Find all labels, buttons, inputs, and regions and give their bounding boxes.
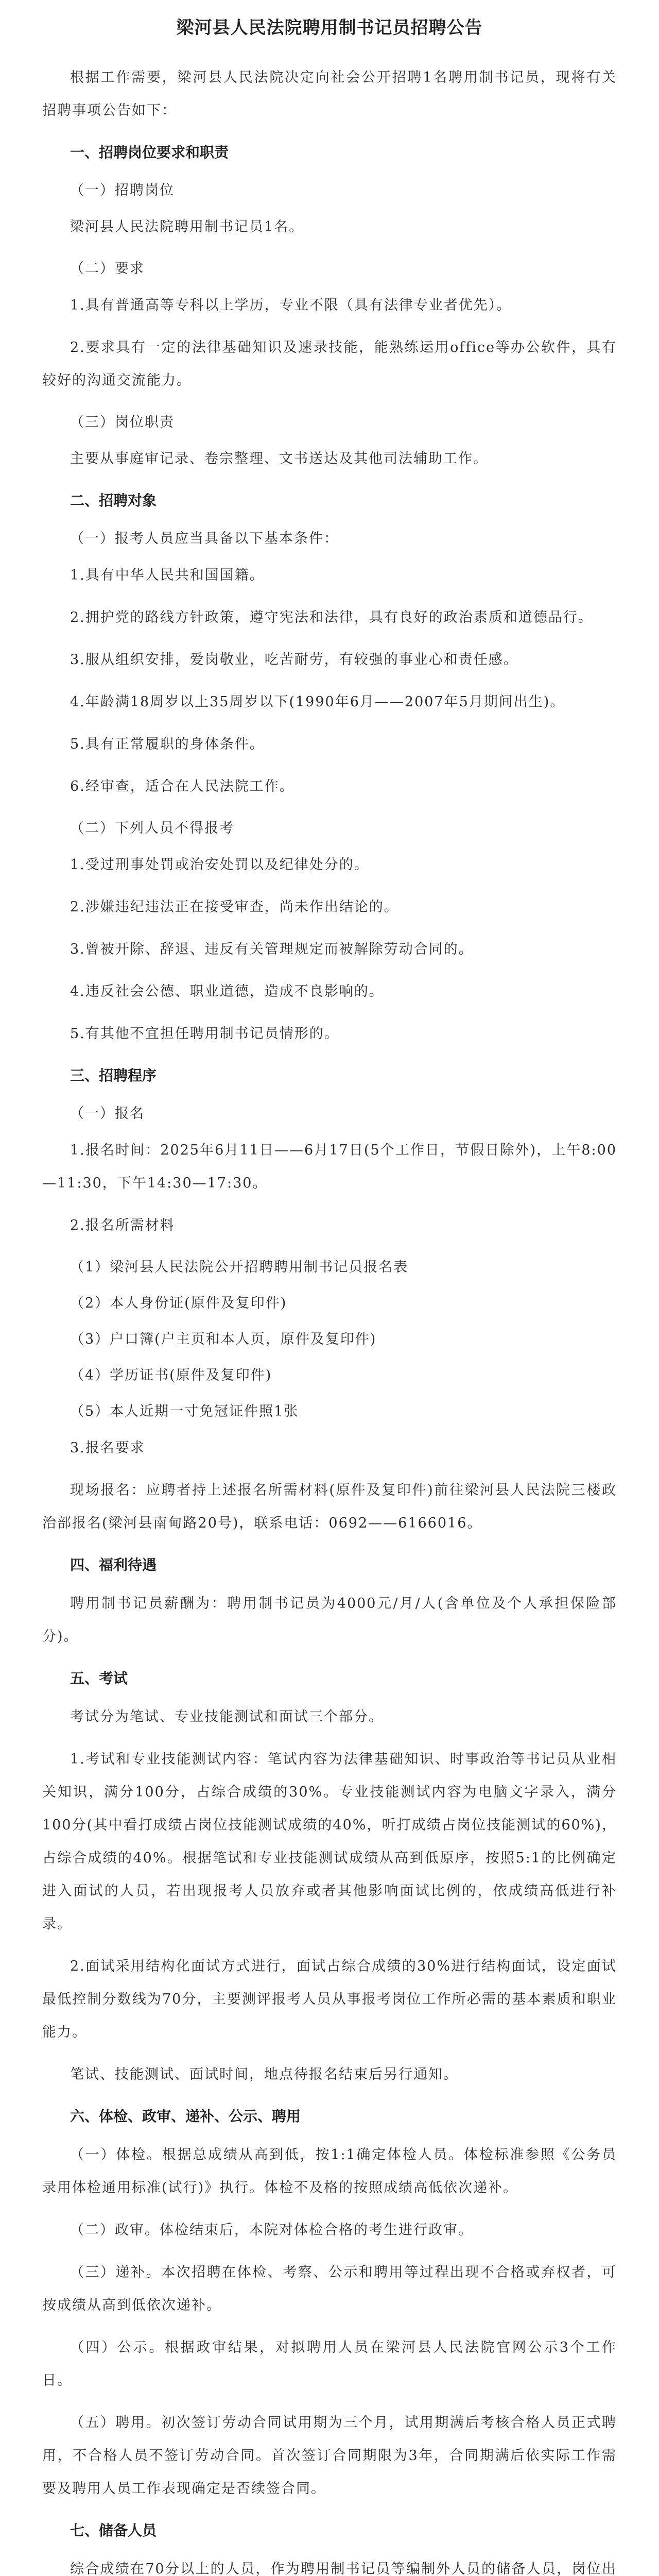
paragraph: 3.报名要求 xyxy=(70,1440,145,1456)
section-heading-procedure: 三、招聘程序 xyxy=(70,1067,157,1084)
paragraph: 5.有其他不宜担任聘用制书记员情形的。 xyxy=(70,1026,339,1042)
section-heading-positions: 一、招聘岗位要求和职责 xyxy=(70,144,229,161)
section-heading-benefits: 四、福利待遇 xyxy=(70,1556,157,1573)
paragraph: （五）聘用。初次签订劳动合同试用期为三个月，试用期满后考核合格人员正式聘用，不合格人员不签订劳动合同。首次签订合同期限为3年，合同期满后依实际工作需要及聘用人员工作表现确定是否续签合同。 xyxy=(42,2415,617,2497)
list-item: （3）户口簿(户主页和本人页，原件及复印件) xyxy=(70,1331,377,1347)
paragraph: （四）公示。根据政审结果，对拟聘用人员在梁河县人民法院官网公示3个工作日。 xyxy=(42,2340,617,2388)
paragraph: 4.违反社会公德、职业道德，造成不良影响的。 xyxy=(70,984,384,999)
paragraph: 2.涉嫌违纪违法正在接受审查，尚未作出结论的。 xyxy=(70,899,399,915)
paragraph: 1.考试和专业技能测试内容：笔试内容为法律基础知识、时事政治等书记员从业相关知识，满分100分，占综合成绩的30%。专业技能测试内容为电脑文字录入，满分100分(其中看打成绩占岗位技能测试成绩的40%，听打成绩占岗位技能测试的60%)，占综合成绩的40%。根据笔试和专业技能测试成绩从高到低原序，按照5:1的比例确定进入面试的人员，若出现报考人员放弃或者其他影响面试比例的，依成绩高低进行补录。 xyxy=(42,1751,617,1932)
paragraph: 1.具有中华人民共和国国籍。 xyxy=(70,567,265,583)
paragraph: 2.面试采用结构化面试方式进行，面试占综合成绩的30%进行结构面试，设定面试最低控制分数线为70分，主要测评报考人员从事报考岗位工作所必需的基本素质和职业能力。 xyxy=(42,1958,617,2040)
paragraph: 聘用制书记员薪酬为：聘用制书记员为4000元/月/人(含单位及个人承担保险部分)。 xyxy=(42,1596,617,1645)
paragraph: （二）政审。体检结束后，本院对体检合格的考生进行政审。 xyxy=(70,2222,473,2238)
paragraph: 1.报名时间：2025年6月11日——6月17日(5个工作日，节假日除外)，上午8:00—11:30，下午14:30—17:30。 xyxy=(42,1142,617,1191)
paragraph: 综合成绩在70分以上的人员，作为聘用制书记员等编制外人员的储备人员，岗位出 xyxy=(70,2561,617,2576)
paragraph: 1.受过刑事处罚或治安处罚以及纪律处分的。 xyxy=(70,857,369,873)
intro-paragraph: 根据工作需要，梁河县人民法院决定向社会公开招聘1名聘用制书记员，现将有关招聘事项公告如下： xyxy=(42,70,617,118)
paragraph: 6.经审查，适合在人民法院工作。 xyxy=(70,778,294,794)
paragraph: （一）体检。根据总成绩从高到低，按1:1确定体检人员。体检标准参照《公务员录用体检通用标准(试行)》执行。体检不及格的按照成绩高低依次递补。 xyxy=(42,2147,617,2196)
subheading-duties: （三）岗位职责 xyxy=(70,414,175,430)
subheading-basic-conditions: （一）报考人员应当具备以下基本条件： xyxy=(70,531,339,547)
subheading-requirements: （二）要求 xyxy=(70,261,145,277)
list-item: （5）本人近期一寸免冠证件照1张 xyxy=(70,1403,299,1419)
subheading-position: （一）招聘岗位 xyxy=(70,182,175,198)
paragraph: 2.报名所需材料 xyxy=(70,1217,175,1233)
paragraph: （三）递补。本次招聘在体检、考察、公示和聘用等过程出现不合格或弃权者，可按成绩从高到低依次递补。 xyxy=(42,2264,617,2313)
list-item: （2）本人身份证(原件及复印件) xyxy=(70,1295,287,1311)
subheading-registration: （一）报名 xyxy=(70,1106,145,1122)
list-item: （1）梁河县人民法院公开招聘聘用制书记员报名表 xyxy=(70,1259,409,1275)
paragraph: 梁河县人民法院聘用制书记员1名。 xyxy=(70,219,304,235)
section-heading-applicants: 二、招聘对象 xyxy=(70,492,157,509)
paragraph: 主要从事庭审记录、卷宗整理、文书送达及其他司法辅助工作。 xyxy=(70,451,488,467)
paragraph: 笔试、技能测试、面试时间，地点待报名结束后另行通知。 xyxy=(70,2066,458,2082)
paragraph: 现场报名：应聘者持上述报名所需材料(原件及复印件)前往梁河县人民法院三楼政治部报名(梁河县南甸路20号)，联系电话：0692——6166016。 xyxy=(42,1482,617,1531)
page-title: 梁河县人民法院聘用制书记员招聘公告 xyxy=(176,18,483,38)
paragraph: 考试分为笔试、专业技能测试和面试三个部分。 xyxy=(70,1709,384,1725)
section-heading-reserve: 七、储备人员 xyxy=(70,2522,157,2539)
list-item: （4）学历证书(原件及复印件) xyxy=(70,1367,272,1383)
paragraph: 3.曾被开除、辞退、违反有关管理规定而被解除劳动合同的。 xyxy=(70,941,474,957)
paragraph: 5.具有正常履职的身体条件。 xyxy=(70,736,265,752)
section-heading-hiring: 六、体检、政审、递补、公示、聘用 xyxy=(70,2108,301,2125)
paragraph: 2.拥护党的路线方针政策，遵守宪法和法律，具有良好的政治素质和道德品行。 xyxy=(70,609,593,625)
paragraph: 2.要求具有一定的法律基础知识及速录技能，能熟练运用office等办公软件，具有较好的沟通交流能力。 xyxy=(42,340,617,388)
paragraph: 4.年龄满18周岁以上35周岁以下(1990年6月——2007年5月期间出生)。 xyxy=(70,694,565,710)
paragraph: 3.服从组织安排，爱岗敬业，吃苦耐劳，有较强的事业心和责任感。 xyxy=(70,652,518,668)
subheading-exclusions: （二）下列人员不得报考 xyxy=(70,820,234,836)
section-heading-exam: 五、考试 xyxy=(70,1670,128,1687)
paragraph: 1.具有普通高等专科以上学历，专业不限（具有法律专业者优先）。 xyxy=(70,297,512,313)
